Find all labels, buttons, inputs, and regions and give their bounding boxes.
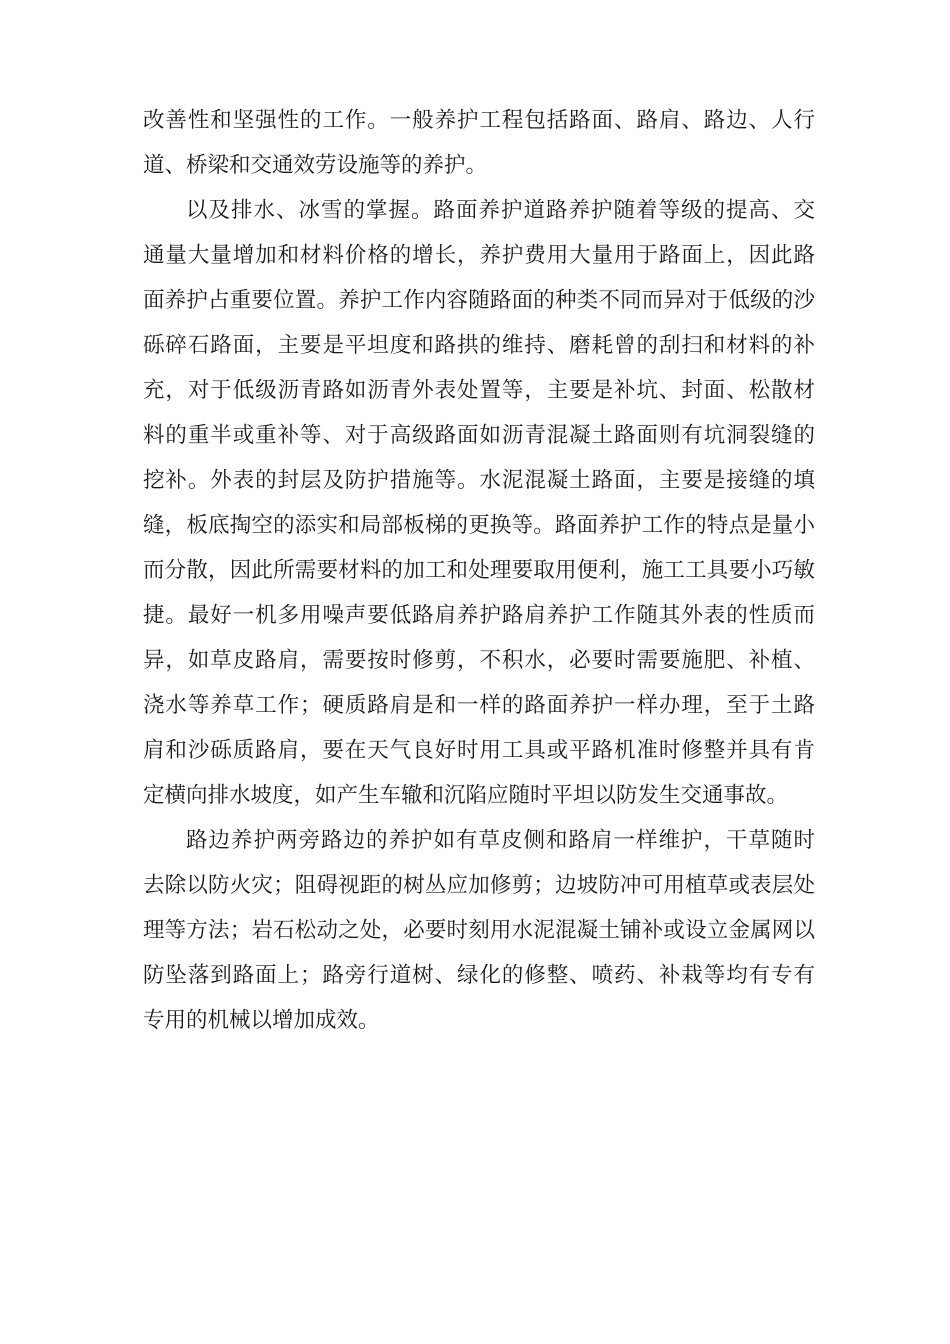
text-line: 路边养护两旁路边的养护如有草皮侧和路肩一样维护，干草随时 [186,828,815,853]
text-line: 捷。最好一机多用噪声要低路肩养护路肩养护工作随其外表的性质而 [143,603,815,628]
paragraph-2 [143,188,815,818]
text-line: 道、桥梁和交通效劳设施等的养护。 [143,153,488,178]
text-line: 防坠落到路面上；路旁行道树、绿化的修整、喷药、补栽等均有专有 [143,963,815,988]
text-line: 肩和沙砾质路肩，要在天气良好时用工具或平路机准时修整并具有肯 [143,738,815,763]
text-line: 以及排水、冰雪的掌握。路面养护道路养护随着等级的提高、交 [186,198,815,223]
text-line: 料的重半或重补等、对于高级路面如沥青混凝土路面则有坑洞裂缝的 [143,423,815,448]
text-line: 专用的机械以增加成效。 [143,1008,380,1033]
text-line: 面养护占重要位置。养护工作内容随路面的种类不同而异对于低级的沙 [143,288,815,313]
text-line: 通量大量增加和材料价格的增长，养护费用大量用于路面上，因此路 [143,243,815,268]
text-line: 挖补。外表的封层及防护措施等。水泥混凝土路面，主要是接缝的填 [143,468,815,493]
text-line: 而分散，因此所需要材料的加工和处理要取用便利，施工工具要小巧敏 [143,558,815,583]
text-line: 理等方法；岩石松动之处，必要时刻用水泥混凝土铺补或设立金属网以 [143,918,815,943]
text-line: 缝，板底掏空的添实和局部板梯的更换等。路面养护工作的特点是量小 [143,513,815,538]
paragraph-1 [143,98,815,188]
text-line: 异，如草皮路肩，需要按时修剪，不积水，必要时需要施肥、补植、 [143,648,815,673]
text-line: 浇水等养草工作；硬质路肩是和一样的路面养护一样办理，至于土路 [143,693,815,718]
paragraph-3 [143,818,815,1043]
text-line: 定横向排水坡度，如产生车辙和沉陷应随时平坦以防发生交通事故。 [143,783,789,808]
document-body [143,98,815,1043]
text-line: 充，对于低级沥青路如沥青外表处置等，主要是补坑、封面、松散材 [143,378,815,403]
text-line: 改善性和坚强性的工作。一般养护工程包括路面、路肩、路边、人行 [143,108,815,133]
text-line: 去除以防火灾；阻碍视距的树丛应加修剪；边坡防冲可用植草或表层处 [143,873,815,898]
text-line: 砾碎石路面，主要是平坦度和路拱的维持、磨耗曾的刮扫和材料的补 [143,333,815,358]
